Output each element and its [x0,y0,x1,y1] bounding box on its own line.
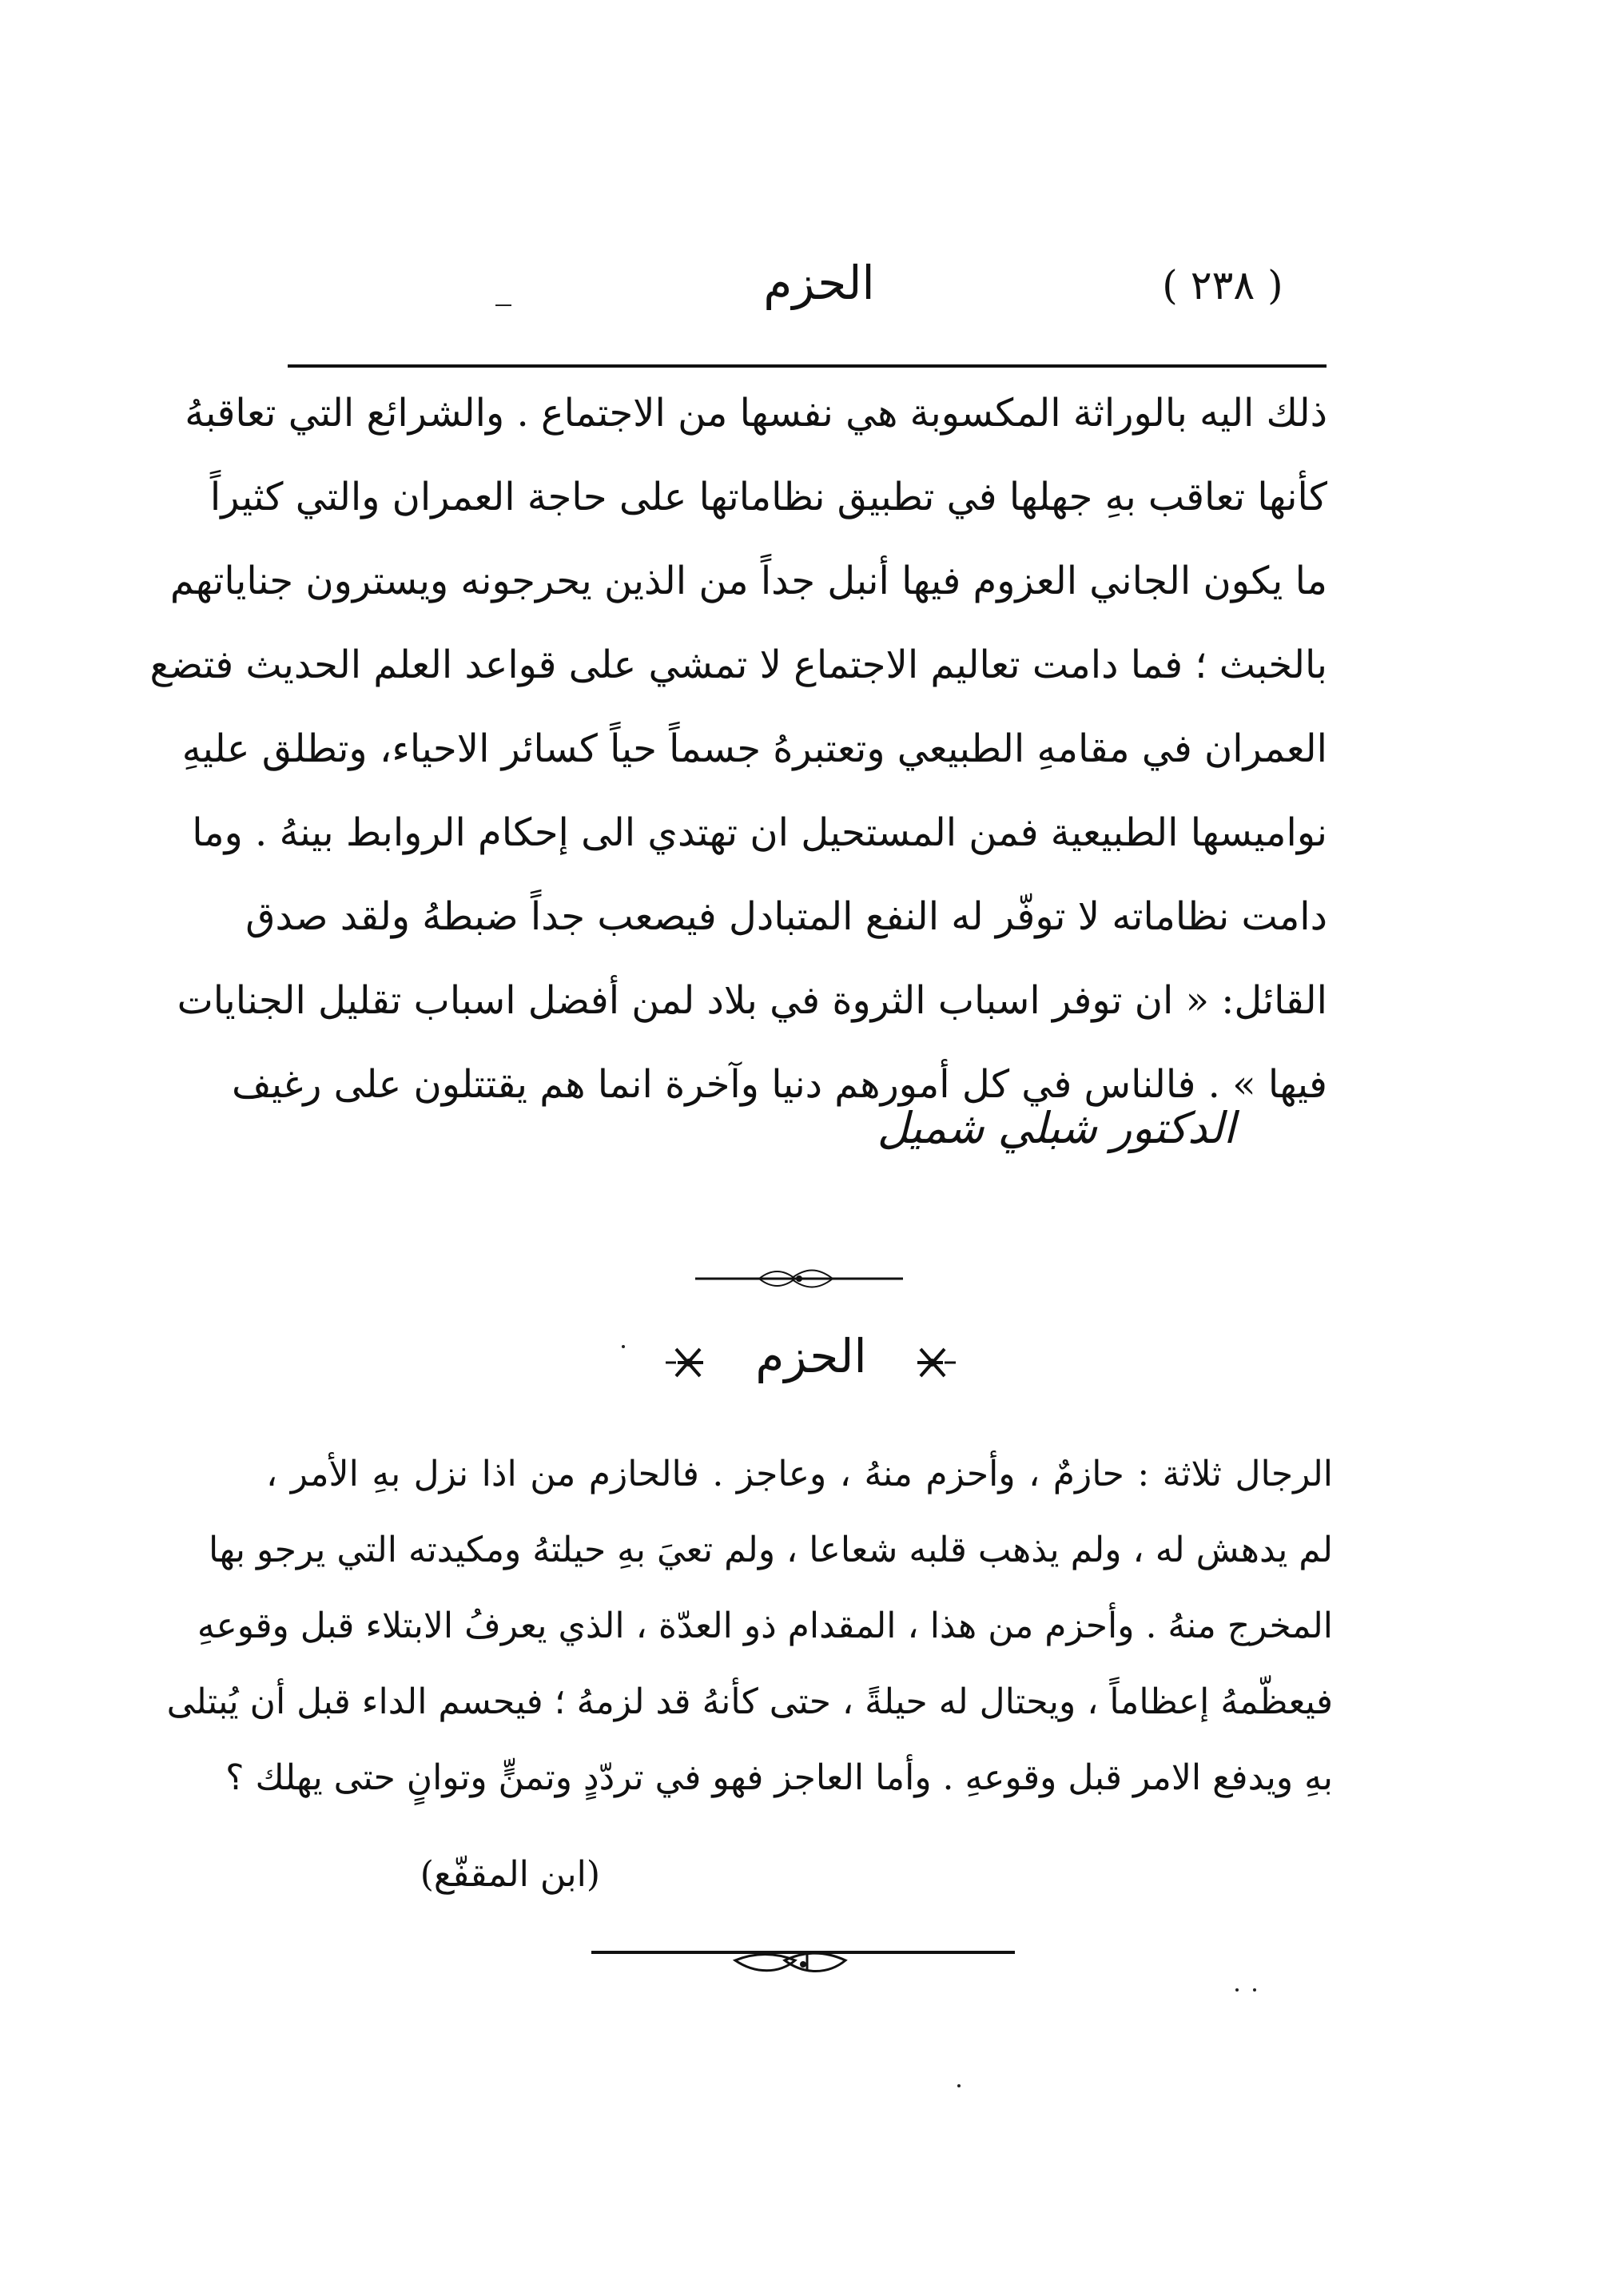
article-line: دامت نظاماته لا توفّر له النفع المتبادل فيصعب جداً ضبطهُ ولقد صدق [245,894,1327,939]
section-line: الرجال ثلاثة : حازمٌ ، وأحزم منهُ ، وعاجز . فالحازم من اذا نزل بهِ الأمر ، [266,1454,1333,1494]
small-ornamental-divider [695,1263,903,1295]
article-line: بالخبث ؛ فما دامت تعاليم الاجتماع لا تمشي على قواعد العلم الحديث فتضع [149,643,1327,687]
section-line: المخرج منهُ . وأحزم من هذا ، المقدام ذو العدّة ، الذي يعرفُ الابتلاء قبل وقوعهِ [197,1606,1333,1646]
article-line: نواميسها الطبيعية فمن المستحيل ان تهتدي الى إحكام الروابط بينهُ . وما [192,810,1327,855]
right-ornament-icon [916,1341,959,1384]
article-last-line: فيها » . فالناس في كل أمورهم دنيا وآخرة انما هم يقتتلون على رغيف [231,1062,1327,1107]
article-line: العمران في مقامهِ الطبيعي وتعتبرهُ جسماً حياً كسائر الاحياء، وتطلق عليهِ [181,726,1327,771]
section-line: فيعظّمهُ إعظاماً ، ويحتال له حيلةً ، حتى كأنهُ قد لزمهُ ؛ فيحسم الداء قبل أن يُبتلى [166,1681,1333,1722]
page-number: ( ٢٣٨ ) [1162,262,1283,308]
section-heading-group [655,1329,967,1397]
header-rule [288,364,1327,368]
running-header: الحزم [763,256,875,310]
article-line: كأنها تعاقب بهِ جهلها في تطبيق نظاماتها على حاجة العمران والتي كثيراً [209,475,1327,519]
article-line: ما يكون الجاني العزوم فيها أنبل جداً من الذين يحرجونه ويسترون جناياتهم [169,559,1327,603]
article-line: ذلك اليه بالوراثة المكسوبة هي نفسها من الاجتماع . والشرائع التي تعاقبهُ [185,391,1327,436]
section-line: لم يدهش له ، ولم يذهب قلبه شعاعا ، ولم تعيَ بهِ حيلتهُ ومكيدته التي يرجو بها [209,1530,1333,1570]
left-ornament-icon [662,1341,705,1384]
section-line: بهِ ويدفع الامر قبل وقوعهِ . وأما العاجز فهو في تردّدٍ وتمنٍّ وتوانٍ حتى يهلك ؟ [225,1757,1333,1798]
section-title: الحزم [755,1329,867,1383]
section-attribution: (ابن المقفّع) [420,1854,600,1895]
author-signature: الدكتور شبلي شميل [877,1103,1235,1153]
bottom-ornamental-divider [591,1938,1015,1982]
article-line: القائل: « ان توفر اسباب الثروة في بلاد لمن أفضل اسباب تقليل الجنايات [177,978,1327,1023]
